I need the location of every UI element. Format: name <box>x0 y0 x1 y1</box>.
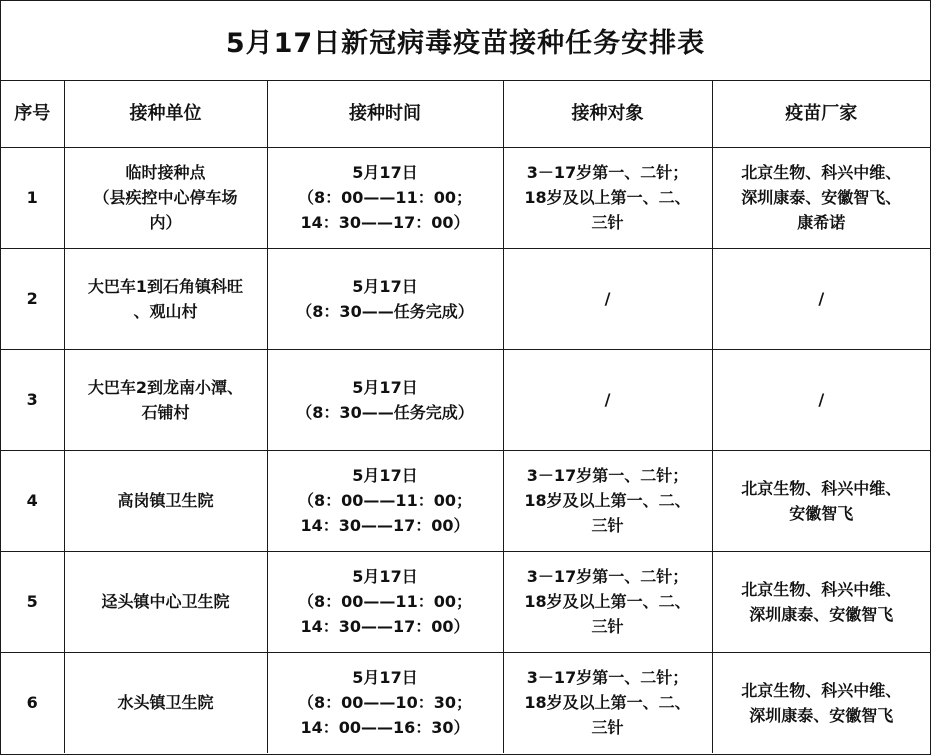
cell-line: 北京生物、科兴中维、 <box>741 579 902 599</box>
cell-line: 5月17日 <box>352 567 418 586</box>
cell-line: 深圳康泰、安徽智飞 <box>749 604 894 624</box>
header-unit: 接种单位 <box>64 81 267 147</box>
cell-unit <box>64 450 267 551</box>
cell-line: （县疾控中心停车场 <box>93 188 238 207</box>
row-number: 4 <box>26 491 38 510</box>
row-number: 5 <box>26 592 38 611</box>
cell-line: （8：00——10：30； <box>298 693 472 713</box>
cell-line: 大巴车1到石角镇科旺 <box>87 276 244 296</box>
cell-no <box>1 147 64 248</box>
cell-line: 14：30——17：00） <box>300 617 470 636</box>
cell-time <box>267 349 503 450</box>
cell-no <box>1 551 64 652</box>
cell-line: 3－17岁第一、二针； <box>526 163 689 182</box>
cell-line: 三针 <box>591 718 624 738</box>
cell-line: 18岁及以上第一、二、 <box>524 592 691 611</box>
table-row <box>1 248 930 349</box>
cell-line: 三针 <box>591 617 624 636</box>
cell-line: （8：30——任务完成） <box>296 402 474 422</box>
cell-line: 水头镇卫生院 <box>117 693 214 713</box>
header-row <box>1 81 930 147</box>
cell-vendor <box>712 551 930 652</box>
cell-unit <box>64 248 267 349</box>
cell-line: 18岁及以上第一、二、 <box>524 188 691 207</box>
schedule-table <box>1 81 930 753</box>
cell-time <box>267 450 503 551</box>
table-row <box>1 450 930 551</box>
cell-vendor <box>712 147 930 248</box>
table-row <box>1 349 930 450</box>
cell-line: 5月17日 <box>352 668 418 688</box>
cell-target <box>503 349 712 450</box>
cell-target <box>503 147 712 248</box>
cell-target <box>503 248 712 349</box>
cell-line: 18岁及以上第一、二、 <box>524 491 691 510</box>
cell-line: 5月17日 <box>352 466 418 485</box>
cell-no <box>1 248 64 349</box>
cell-line: 北京生物、科兴中维、 <box>741 478 902 498</box>
cell-line: 深圳康泰、安徽智飞 <box>749 705 894 725</box>
cell-line: 迳头镇中心卫生院 <box>101 592 230 611</box>
row-number: 1 <box>26 188 38 207</box>
row-number: 2 <box>26 289 38 308</box>
cell-line: / <box>604 390 611 409</box>
cell-vendor <box>712 349 930 450</box>
cell-line: 北京生物、科兴中维、 <box>741 680 902 700</box>
cell-line: 石铺村 <box>141 402 190 422</box>
cell-line: 5月17日 <box>352 276 418 296</box>
cell-line: 北京生物、科兴中维、 <box>741 163 902 182</box>
cell-target <box>503 450 712 551</box>
cell-unit <box>64 652 267 753</box>
cell-unit <box>64 147 267 248</box>
cell-line: / <box>818 390 825 409</box>
cell-line: 5月17日 <box>352 163 418 182</box>
cell-line: / <box>818 289 825 308</box>
cell-line: 三针 <box>591 213 624 232</box>
header-vendor: 疫苗厂家 <box>712 81 930 147</box>
cell-line: 3－17岁第一、二针； <box>526 567 689 586</box>
cell-line: / <box>604 289 611 308</box>
cell-line: 14：30——17：00） <box>300 213 470 232</box>
row-number: 3 <box>26 390 38 409</box>
cell-line: 3－17岁第一、二针； <box>526 466 689 485</box>
cell-line: （8：00——11：00； <box>298 592 472 611</box>
row-number: 6 <box>26 693 38 713</box>
cell-no <box>1 450 64 551</box>
table-row <box>1 147 930 248</box>
cell-line: 安徽智飞 <box>789 503 854 523</box>
cell-line: 、观山村 <box>133 301 198 321</box>
cell-no <box>1 349 64 450</box>
cell-unit <box>64 551 267 652</box>
cell-line: 大巴车2到龙南小潭、 <box>87 377 244 397</box>
cell-line: （8：00——11：00； <box>298 188 472 207</box>
cell-line: 5月17日 <box>352 377 418 397</box>
cell-line: 临时接种点 <box>125 163 206 182</box>
cell-line: 深圳康泰、安徽智飞、 <box>741 188 902 207</box>
cell-time <box>267 147 503 248</box>
cell-time <box>267 248 503 349</box>
header-no: 序号 <box>1 81 64 147</box>
cell-unit <box>64 349 267 450</box>
cell-target <box>503 551 712 652</box>
header-time: 接种时间 <box>267 81 503 147</box>
cell-vendor <box>712 450 930 551</box>
cell-line: 康希诺 <box>797 213 846 232</box>
cell-line: （8：00——11：00； <box>298 491 472 510</box>
cell-line: （8：30——任务完成） <box>296 301 474 321</box>
cell-line: 14：00——16：30） <box>300 718 470 738</box>
cell-line: 3－17岁第一、二针； <box>526 668 689 688</box>
cell-time <box>267 551 503 652</box>
page-title: 5月17日新冠病毒疫苗接种任务安排表 <box>1 1 930 81</box>
cell-vendor <box>712 652 930 753</box>
cell-line: 18岁及以上第一、二、 <box>524 693 691 713</box>
cell-line: 高岗镇卫生院 <box>117 491 214 510</box>
cell-time <box>267 652 503 753</box>
cell-line: 14：30——17：00） <box>300 516 470 535</box>
cell-target <box>503 652 712 753</box>
header-target: 接种对象 <box>503 81 712 147</box>
cell-line: 内） <box>149 213 182 232</box>
cell-vendor <box>712 248 930 349</box>
cell-no <box>1 652 64 753</box>
table-row <box>1 652 930 753</box>
cell-line: 三针 <box>591 516 624 535</box>
table-row <box>1 551 930 652</box>
